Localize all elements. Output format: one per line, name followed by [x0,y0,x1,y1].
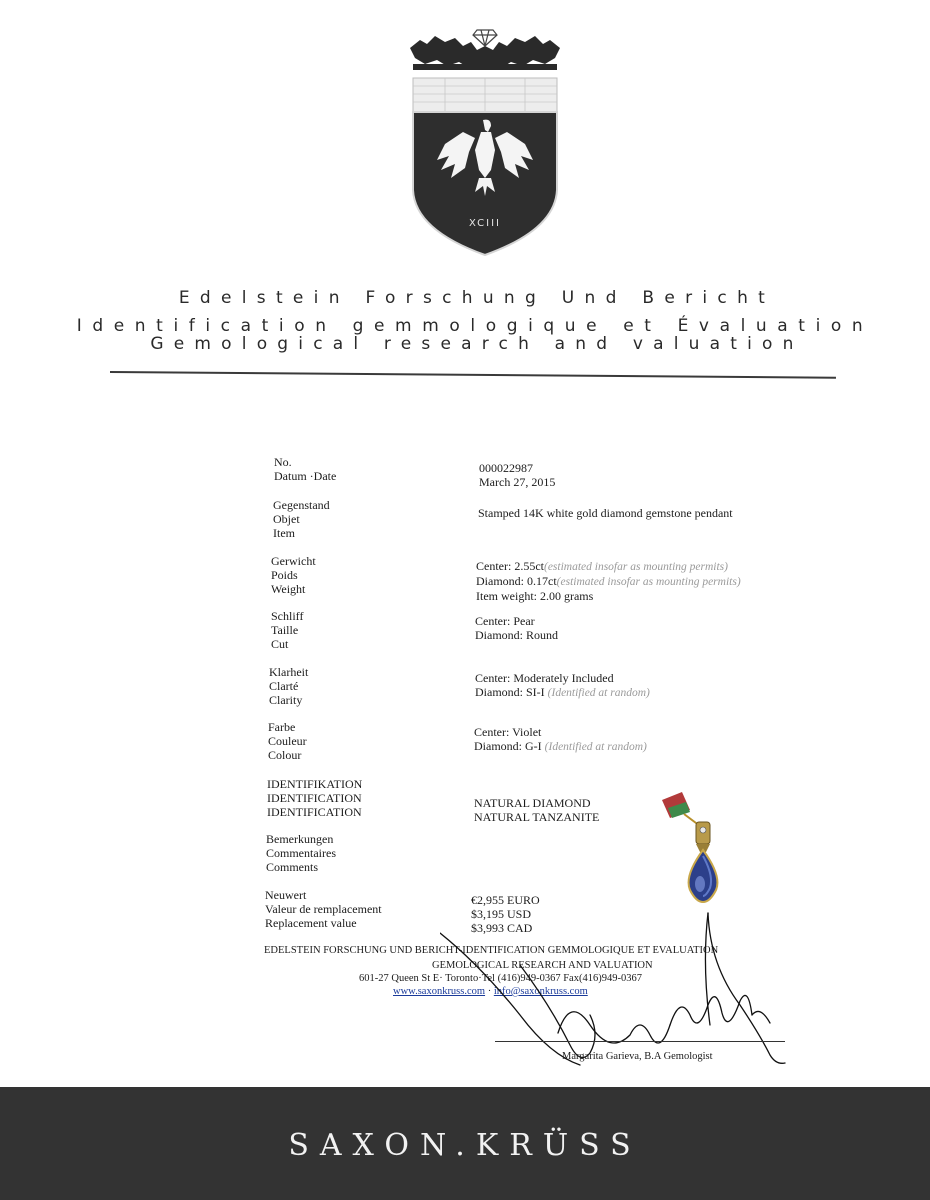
brand-name: SAXON.KRÜSS [288,1128,642,1163]
colour-diamond: Diamond: G-I [474,739,542,753]
cut-label-fr: Taille [271,623,299,637]
comments-labels [266,832,336,874]
clarity-diamond: Diamond: SI-I [475,685,545,699]
certificate-date: March 27, 2015 [479,475,556,489]
crest-logo [405,20,565,260]
cut-diamond: Diamond: Round [475,628,558,642]
weight-center-line [476,559,741,574]
identification-label-de: IDENTIFIKATION [267,777,363,791]
email-link[interactable]: info@saxonkruss.com [493,986,588,997]
clarity-center: Center: Moderately Included [475,671,614,685]
item-label-en: Item [273,526,295,540]
clarity-label-fr: Clarté [269,679,299,693]
diamond-icon [473,30,497,46]
colour-label-fr: Couleur [268,734,307,748]
header-line-english: Gemological research and valuation [150,334,804,354]
weight-values [476,559,741,603]
replacement-label-de: Neuwert [265,888,307,902]
tanzanite-gem-icon [689,850,718,902]
date-label: Datum ·Date [274,469,337,483]
crest-numeral: XCIII [469,218,501,229]
number-label: No. [274,455,292,469]
weight-diamond-note: (estimated insofar as mounting permits) [556,576,741,588]
weight-diamond: Diamond: 0.17ct [476,574,557,588]
colour-label-en: Colour [268,748,302,762]
clarity-labels [269,665,308,707]
cut-values [475,614,558,642]
comments-label-de: Bemerkungen [266,832,334,846]
replacement-eur: €2,955 EURO [471,893,540,907]
signature-line [495,1041,785,1042]
footer-company-line: EDELSTEIN FORSCHUNG UND BERICHT-IDENTIFICATION GEMMOLOGIQUE ET EVALUATION [264,945,719,956]
footer-address-line: 601-27 Queen St E· Toronto·Tel (416)949-0367 Fax(416)949-0367 [359,973,642,984]
colour-label-de: Farbe [268,720,296,734]
weight-diamond-line [476,574,741,589]
replacement-labels [265,888,382,930]
cut-label-en: Cut [271,637,289,651]
crest-top-eagles-icon [410,36,560,70]
item-label-fr: Objet [273,512,300,526]
colour-center: Center: Violet [474,725,542,739]
cut-center: Center: Pear [475,614,535,628]
weight-center: Center: 2.55ct [476,559,544,573]
clarity-label-de: Klarheit [269,665,309,679]
cut-labels [271,609,303,651]
number-date-values [479,461,555,489]
colour-diamond-note: (Identified at random) [544,741,647,753]
header-line-german: Edelstein Forschung Und Bericht [178,288,776,308]
comments-label-en: Comments [266,860,319,874]
identification-values [474,796,599,824]
colour-values [474,725,647,754]
identification-tanzanite: NATURAL TANZANITE [474,810,600,824]
certificate-number: 000022987 [479,461,533,475]
comments-label-fr: Commentaires [266,846,336,860]
signature-caption: Margarita Garieva, B.A Gemologist [562,1051,713,1062]
weight-labels [271,554,316,596]
colour-labels [268,720,307,762]
weight-label-de: Gerwicht [271,554,316,568]
website-link[interactable]: www.saxonkruss.com [393,986,486,997]
header-line-french: Identification gemmologique et Évaluation [76,316,874,336]
weight-label-fr: Poids [271,568,298,582]
item-weight: Item weight: 2.00 grams [476,589,594,603]
replacement-label-fr: Valeur de remplacement [265,902,382,916]
identification-diamond: NATURAL DIAMOND [474,796,591,810]
cut-label-de: Schliff [271,609,304,623]
footer-gemological-line: GEMOLOGICAL RESEARCH AND VALUATION [432,960,653,971]
header-divider [110,371,836,379]
item-value: Stamped 14K white gold diamond gemstone pendant [478,506,733,520]
replacement-usd: $3,195 USD [471,907,532,921]
replacement-label-en: Replacement value [265,916,357,930]
item-labels [273,498,330,540]
colour-diamond-line [474,739,647,754]
weight-center-note: (estimated insofar as mounting permits) [543,561,728,573]
pendant-tag-icon [662,792,690,818]
pendant-photo [660,790,730,905]
clarity-values [475,671,650,700]
clarity-diamond-line [475,685,650,700]
replacement-cad: $3,993 CAD [471,921,533,935]
contact-separator: · [487,986,492,997]
number-date-labels [274,455,336,483]
item-label-de: Gegenstand [273,498,330,512]
identification-label-en: IDENTIFICATION [267,805,362,819]
identification-label-fr: IDENTIFICATION [267,791,362,805]
identification-labels [267,777,362,819]
clarity-diamond-note: (Identified at random) [547,687,650,699]
weight-label-en: Weight [271,582,306,596]
clarity-label-en: Clarity [269,693,303,707]
